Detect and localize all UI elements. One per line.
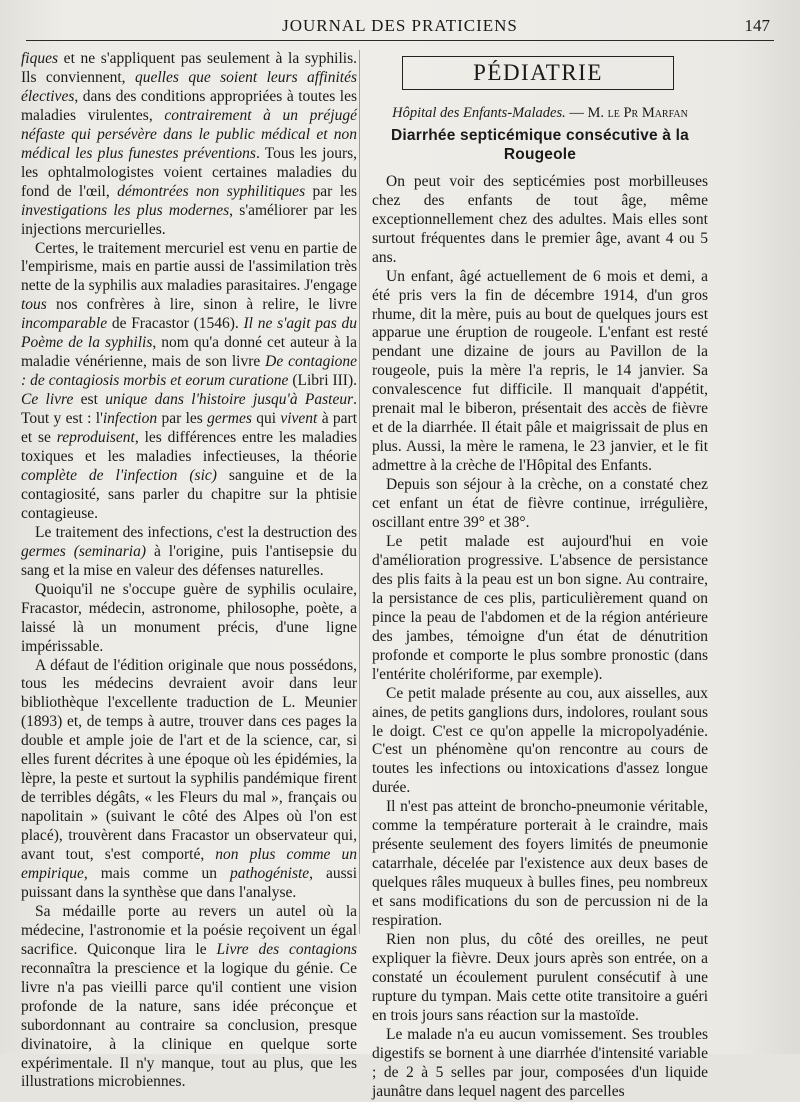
text-run: Le traitement des infections, c'est la destruction des: [35, 523, 357, 541]
text-run: Depuis son séjour à la crèche, on a constaté chez cet enfant un état de fièvre continue, irrégulière, oscillant entre 39° et 38°.: [372, 476, 708, 532]
italic-text: De contagione : de contagiosis morbis et eorum curatione: [21, 353, 357, 390]
text-run: , dans des conditions appropriées à toutes les maladies virulentes,: [21, 87, 357, 124]
text-run: . Tout y est : l': [21, 391, 358, 428]
text-run: Il n'est pas atteint de broncho-pneumonie véritable, comme la température porterait à le craindre, mais présente seulement des foyers limités de pneumonie catarrhale, décelée par l'existence aux deux bases de quelques râles muqueux à bulles fines, peu nombreux et sans modifications du son de percussion ni de la respiration.: [372, 798, 708, 930]
paragraph: [372, 685, 708, 799]
source-author: — M. le Pr Marfan: [569, 105, 688, 121]
paragraph: [372, 173, 708, 268]
italic-text: non plus comme un empirique: [21, 846, 357, 882]
text-run: Le petit malade est aujourd'hui en voie d'amélioration progressive. L'absence de persistance des plis faits à la peau est un bon signe. Au contraire, la persistance de ces plis, particulièrement quand on pince la peau de l'abdomen et de la région antérieure des jambes, témoigne d'un état de dénutrition profonde et comporte le plus sombre pronostic (dans l'entérite cholériforme, par exemple).: [372, 532, 708, 683]
paragraph: [21, 903, 357, 1093]
text-run: Rien non plus, du côté des oreilles, ne peut expliquer la fièvre. Deux jours après son entrée, on a constaté un écoulement purulent consécutif à une rupture du tympan. Mais cette otite transitoire a guéri en trois jours sans réaction sur la mastoïde.: [372, 930, 708, 1024]
text-run: Ce petit malade présente au cou, aux aisselles, aux aines, de petits ganglions durs, indolores, roulant sous le doigt. C'est ce qu'on appelle la micropolyadénie. C'est un phénomène qu'on rencontre au cours de toutes les infections ou intoxications d'assez longue durée.: [372, 684, 708, 797]
page-header: [26, 10, 774, 41]
text-run: , nom qu'a donné cet auteur à la maladie vénérienne, mais de son livre: [21, 334, 357, 371]
section-heading-box: [402, 56, 674, 90]
text-run: qui: [251, 410, 281, 428]
text-run: à l'origine, puis l'antisepsie du sang et la mise en valeur des défenses naturelles.: [21, 542, 357, 579]
italic-text: incomparable: [21, 315, 108, 333]
column-divider: [359, 50, 360, 934]
text-run: , les différences entre les maladies toxiques et les maladies infectieuses, la théorie: [21, 429, 357, 466]
running-title: JOURNAL DES PRATICIENS: [282, 16, 518, 35]
paragraph: [21, 50, 357, 240]
italic-text: germes (seminaria): [21, 542, 147, 560]
italic-text: Il ne s'agit pas du Poème de la syphilis: [21, 315, 358, 352]
text-run: Le malade n'a eu aucun vomissement. Ses troubles digestifs se bornent à une diarrhée d'intensité variable ; de 2 à 5 selles par jour, composées d'un liquide jaunâtre dans lequel nagent des parcelles: [372, 1025, 708, 1100]
text-run: Sa médaille porte au revers un autel où la médecine, l'astronomie et la poésie reçoivent un égal sacrifice. Quiconque lira le: [21, 902, 357, 958]
text-run: sanguine et de la contagiosité, sans parler du chapitre sur la phtisie contagieuse.: [21, 466, 357, 522]
italic-text: investigations les plus modernes: [21, 201, 230, 219]
article-title: Diarrhée septicémique consécutive à la Rougeole: [391, 126, 689, 163]
text-run: , mais comme un: [83, 864, 230, 882]
paragraph: [21, 581, 357, 657]
italic-text: démontrées non syphilitiques: [117, 182, 306, 200]
italic-text: Livre des contagions: [216, 940, 357, 958]
text-run: (Libri III).: [288, 372, 357, 390]
italic-text: unique dans l'histoire jusqu'à Pasteur: [105, 391, 354, 409]
right-column: [372, 50, 708, 1102]
text-run: est: [73, 391, 106, 409]
text-run: On peut voir des septicémies post morbilleuses chez des enfants de tout âge, même exceptionnellement chez des adultes. Mais elles sont surtout fréquentes dans le premier âge, avant 4 ou 5 ans.: [372, 172, 708, 266]
italic-text: complète de l'infection (sic): [21, 466, 217, 484]
paragraph: [372, 476, 708, 533]
article-source-line: [372, 104, 708, 123]
italic-text: infection: [102, 410, 158, 428]
italic-text: fiques: [21, 50, 59, 67]
text-run: , s'améliorer par les injections mercurielles.: [21, 201, 357, 238]
italic-text: contrairement à un préjugé néfaste qui persévère dans le public médical et non médical les plus funestes préventions: [21, 106, 357, 162]
paragraph: [21, 657, 357, 903]
paragraph: [372, 268, 708, 476]
text-run: A défaut de l'édition originale que nous possédons, tous les médecins devraient avoir dans leur bibliothèque l'excellente traduction de L. Meunier (1893) et, de temps à autre, trouver dans ces pages la double et ample joie de l'art et de la science, car, si elles furent décrites à une époque où les épidémies, la lèpre, la peste et surtout la syphilis pandémique firent de terribles dégâts, « les Fleurs du mal », français ou napolitain » (suivant le côté des Alpes où l'on est placé), trouvèrent dans Fracastor un observateur qui, avant tout, s'est comporté,: [21, 656, 357, 864]
paragraph: [21, 524, 357, 581]
italic-text: vivent: [280, 410, 318, 428]
italic-text: germes: [207, 410, 252, 428]
text-run: de Fracastor (1546).: [107, 315, 244, 333]
paragraph: [372, 931, 708, 1026]
article-body: [372, 173, 708, 1102]
italic-text: tous: [21, 296, 47, 314]
text-run: et ne s'appliquent pas seulement à la syphilis. Ils conviennent,: [21, 50, 357, 86]
text-run: nos confrères à lire, sinon à relire, le livre: [46, 296, 357, 314]
paragraph: [372, 533, 708, 685]
paragraph: [372, 798, 708, 931]
italic-text: quelles que soient leurs affinités électives: [21, 68, 357, 105]
text-run: . Tous les jours, les ophtalmologistes voient certaines maladies du fond de l'œil,: [21, 144, 358, 200]
text-run: reconnaîtra la prescience et la logique du génie. Ce livre n'a pas vieilli parce qu'il contient une vision profonde de la nature, sans idée préconçue et subordonnant au contraire sa conclusion, presque divinatoire, à la clinique en quelque sorte expérimentale. Il n'y manque, tout au plus, que les illustrations microbiennes.: [21, 959, 357, 1091]
left-column: [21, 50, 357, 1092]
paragraph: [372, 1026, 708, 1102]
italic-text: Ce livre: [21, 391, 74, 409]
text-run: , aussi puissant dans la synthèse que dans l'analyse.: [21, 864, 357, 901]
page-number: 147: [744, 16, 770, 35]
section-title: PÉDIATRIE: [473, 59, 603, 85]
text-run: par les: [157, 410, 208, 428]
source-place: Hôpital des Enfants-Malades.: [392, 105, 566, 121]
italic-text: pathogéniste: [229, 864, 310, 882]
text-run: par les: [305, 182, 358, 200]
italic-text: reproduisent: [56, 429, 135, 447]
text-run: Quoiqu'il ne s'occupe guère de syphilis oculaire, Fracastor, médecin, astronome, philosophe, poète, a laissé là un monument précis, d'une ligne impérissable.: [21, 580, 357, 655]
text-run: Certes, le traitement mercuriel est venu en partie de l'empirisme, mais en partie aussi de l'assimilation très nette de la syphilis aux maladies parasitaires. J'engage: [21, 239, 357, 295]
text-run: à part et se: [21, 410, 358, 447]
paragraph: [21, 240, 357, 524]
text-run: Un enfant, âgé actuellement de 6 mois et demi, a été pris vers la fin de décembre 1914, d'un gros rhume, dit la mère, puis au bout de quelques jours est apparue une éruption de rougeole. L'enfant est resté pendant une dizaine de jours au Pavillon de la rougeole, puis la mère l'a repris, le 14 janvier. Sa convalescence fut difficile. Il manquait d'appétit, prenait mal le biberon, présentait des accès de fièvre et de la diarrhée. Il était pâle et maigrissait de plus en plus. Aussi, la mère le ramena, le 23 janvier, et le fit admettre à la crèche de l'Hôpital des Enfants.: [372, 267, 708, 475]
